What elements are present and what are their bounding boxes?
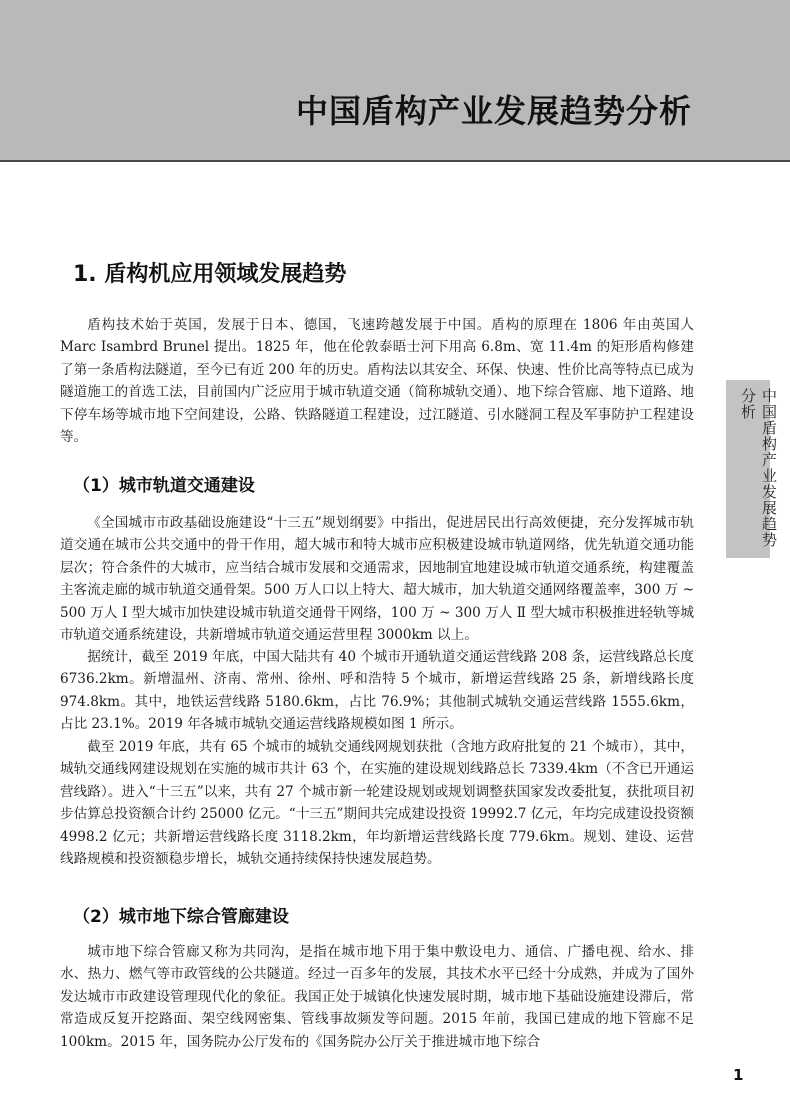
rail-paragraph-2: 据统计，截至 2019 年底，中国大陆共有 40 个城市开通轨道交通运营线路 208 条，运营线路总长度 6736.2km。新增温州、济南、常州、徐州、呼和浩特 5 个城市，新增运营线路 25 条，新增线路长度 974.8km。其中，地铁运营线路 5180.6km，占比 76.9%；其他制式城轨交通运营线路 1555.6km，占比 23.1%。2019 年各城市城轨交通运营线路规模如图 1 所示。 bbox=[60, 649, 694, 733]
subsection-heading-rail-transit: （1）城市轨道交通建设 bbox=[73, 476, 255, 496]
utility-tunnel-paragraph-1: 城市地下综合管廊又称为共同沟，是指在城市地下用于集中敷设电力、通信、广播电视、给水、排水、热力、燃气等市政管线的公共隧道。经过一百多年的发展，其技术水平已经十分成熟，并成为了国外发达城市市政建设管理现代化的象征。我国正处于城镇化快速发展时期，城市地下基础设施建设滞后，常常造成反复开挖路面、架空线网密集、管线事故频发等问题。2015 年前，我国已建成的地下管廊不足 100km。2015 年，国务院办公厅发布的《国务院办公厅关于推进城市地下综合 bbox=[60, 944, 694, 1050]
page-number: 1 bbox=[733, 1066, 744, 1084]
rail-paragraph-3: 截至 2019 年底，共有 65 个城市的城轨交通线网规划获批（含地方政府批复的 21 个城市），其中，城轨交通线网建设规划在实施的城市共计 63 个，在实施的建设规划线路总长 7339.4km（不含已开通运营线路）。进入“十三五”以来，共有 27 个城市新一轮建设规划或规划调整获国家发改委批复，获批项目初步估算总投资额合计约 25000 亿元。“十三五”期间共完成建设投资 19992.7 亿元，年均完成建设投资额 4998.2 亿元；共新增运营线路长度 3118.2km，年均新增运营线路长度 779.6km。规划、建设、运营线路规模和投资额稳步增长，城轨交通持续保持快速发展趋势。 bbox=[60, 739, 694, 868]
page-header-title: 中国盾构产业发展趋势分析 bbox=[295, 92, 692, 130]
subsection-heading-utility-tunnel: （2）城市地下综合管廊建设 bbox=[73, 907, 289, 927]
section-heading: 1. 盾构机应用领域发展趋势 bbox=[73, 262, 347, 287]
rail-paragraph-1: 《全国城市市政基础设施建设“十三五”规划纲要》中指出，促进居民出行高效便捷，充分发挥城市轨道交通在城市公共交通中的骨干作用，超大城市和特大城市应积极建设城市轨道网络，优先轨道交通功能层次；符合条件的大城市，应当结合城市发展和交通需求，因地制宜地建设城市轨道交通系统，构建覆盖主客流走廊的城市轨道交通骨架。500 万人口以上特大、超大城市，加大轨道交通网络覆盖率，300 万 ~ 500 万人 Ⅰ 型大城市加快建设城市轨道交通骨干网络，100 万 ~ 300 万人 Ⅱ 型大城市积极推进轻轨等城市轨道交通系统建设，共新增城市轨道交通运营里程 3000km 以上。 bbox=[60, 515, 694, 644]
side-chapter-tab bbox=[726, 380, 778, 558]
header-band bbox=[0, 0, 790, 162]
intro-paragraph: 盾构技术始于英国，发展于日本、德国，飞速跨越发展于中国。盾构的原理在 1806 年由英国人 Marc Isambrd Brunel 提出。1825 年，他在伦敦泰晤士河下用高 6.8m、宽 11.4m 的矩形盾构修建了第一条盾构法隧道，至今已有近 200 年的历史。盾构法以其安全、环保、快速、性价比高等特点已成为隧道施工的首选工法，目前国内广泛应用于城市轨道交通（简称城轨交通）、地下综合管廊、地下道路、地下停车场等城市地下空间建设，公路、铁路隧道工程建设，过江隧道、引水隧洞工程及军事防护工程建设等。 bbox=[60, 317, 694, 446]
side-chapter-tab-label: 中国盾构产业发展趋势分析 bbox=[739, 388, 778, 548]
